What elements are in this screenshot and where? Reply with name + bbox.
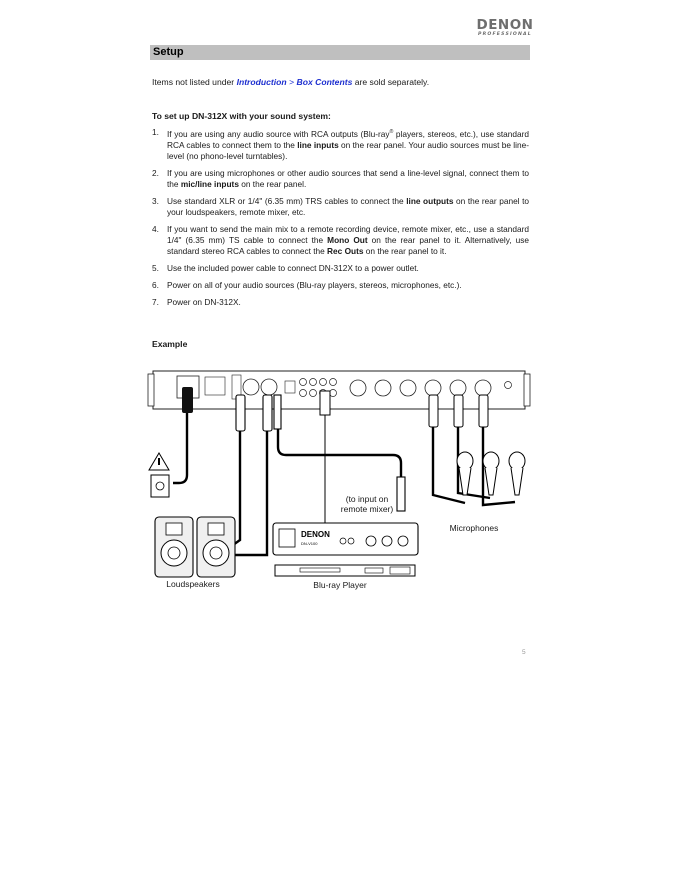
power-cable bbox=[173, 405, 187, 483]
rca-plug bbox=[320, 391, 330, 415]
step-1 bbox=[152, 127, 529, 162]
power-plug bbox=[182, 387, 193, 413]
remote-caption-line-2: remote mixer) bbox=[340, 504, 394, 514]
step-text: on the rear panel to it. Alternatively, use standard stereo RCA cables to connect the bbox=[167, 234, 529, 256]
step-text: on the rear panel. Your audio sources must be line-level (no phono-level turntables). bbox=[167, 139, 529, 161]
step-text: players, stereos, etc.), use standard RCA cables to connect them to the bbox=[167, 128, 529, 150]
line-inputs-term: line inputs bbox=[297, 139, 339, 150]
step-5 bbox=[152, 263, 529, 274]
step-text: Use standard XLR or 1/4" (6.35 mm) TRS cables to connect the bbox=[167, 195, 407, 206]
microphone-2 bbox=[483, 452, 499, 495]
bluray-caption: Blu-ray Player bbox=[313, 580, 367, 590]
connection-diagram bbox=[145, 365, 535, 600]
denon-logo bbox=[476, 18, 534, 38]
introduction-link[interactable]: Introduction bbox=[236, 77, 287, 87]
mono-out-cable bbox=[278, 429, 401, 480]
step-text: on the rear panel to it. bbox=[363, 245, 447, 256]
step-text: Power on DN-312X. bbox=[167, 296, 241, 307]
step-text: If you are using any audio source with RCA outputs (Blu-ray bbox=[167, 128, 390, 139]
setup-steps-list bbox=[152, 127, 529, 314]
loudspeaker-left bbox=[155, 517, 193, 577]
warning-sign bbox=[149, 453, 169, 470]
mic-plug-1 bbox=[429, 395, 438, 427]
mic-line-inputs-term: mic/line inputs bbox=[180, 178, 239, 189]
remote-caption-line-1: (to input on bbox=[345, 494, 389, 504]
power-outlet bbox=[151, 475, 169, 497]
step-text: Use the included power cable to connect DN-312X to a power outlet. bbox=[167, 262, 419, 273]
setup-subheading: To set up DN-312X with your sound system: bbox=[152, 111, 331, 121]
dn-312x-rear-panel bbox=[148, 371, 530, 409]
connection-diagram-svg bbox=[145, 365, 535, 600]
section-title: Setup bbox=[153, 46, 184, 58]
microphones-caption: Microphones bbox=[449, 523, 499, 533]
step-number: 5. bbox=[152, 262, 159, 273]
mono-out-term: Mono Out bbox=[327, 234, 368, 245]
section-header-bar bbox=[150, 45, 530, 60]
line-outputs-term: line outputs bbox=[406, 195, 454, 206]
step-text: on the rear panel. bbox=[238, 178, 307, 189]
xlr-plug-right bbox=[263, 395, 272, 431]
bluray-player bbox=[273, 523, 418, 576]
intro-text-after: are sold separately. bbox=[352, 77, 430, 87]
step-text: If you want to send the main mix to a remote recording device, remote mixer, etc., use a standard 1/4" (6.35 mm) TS cable to connect the bbox=[167, 223, 529, 245]
step-number: 1. bbox=[152, 127, 159, 137]
step-3 bbox=[152, 196, 529, 218]
step-text: on the rear panel to your loudspeakers, remote mixer, etc. bbox=[167, 195, 530, 217]
player-model: DN-V100 bbox=[301, 541, 318, 546]
microphone-1 bbox=[457, 452, 473, 495]
step-number: 2. bbox=[152, 167, 159, 178]
step-4 bbox=[152, 224, 529, 257]
step-number: 4. bbox=[152, 223, 159, 234]
step-6 bbox=[152, 280, 529, 291]
mic-plug-3 bbox=[479, 395, 488, 427]
box-contents-link[interactable]: Box Contents bbox=[296, 77, 353, 87]
remote-mixer-caption bbox=[335, 494, 399, 514]
breadcrumb-separator: > bbox=[286, 77, 297, 87]
intro-sentence bbox=[152, 77, 429, 87]
microphone-3 bbox=[509, 452, 525, 495]
intro-text-before: Items not listed under bbox=[152, 77, 237, 87]
step-number: 7. bbox=[152, 296, 159, 307]
step-number: 3. bbox=[152, 195, 159, 206]
logo-wordmark: DENON bbox=[476, 17, 534, 33]
loudspeaker-right bbox=[197, 517, 235, 577]
rec-outs-term: Rec Outs bbox=[327, 245, 364, 256]
logo-subtitle: PROFESSIONAL bbox=[478, 32, 532, 37]
step-2 bbox=[152, 168, 529, 190]
player-brand: DENON bbox=[301, 530, 330, 539]
step-number: 6. bbox=[152, 279, 159, 290]
page-number: 5 bbox=[522, 649, 526, 656]
mic-plug-2 bbox=[454, 395, 463, 427]
example-label: Example bbox=[152, 339, 188, 349]
registered-mark: ® bbox=[389, 129, 394, 135]
step-text: If you are using microphones or other audio sources that send a line-level signal, connect them to the bbox=[167, 167, 529, 189]
xlr-plug-left bbox=[236, 395, 245, 431]
mono-out-plug bbox=[274, 395, 281, 429]
step-text: Power on all of your audio sources (Blu-ray players, stereos, microphones, etc.). bbox=[167, 279, 462, 290]
step-7 bbox=[152, 297, 529, 308]
loudspeakers-caption: Loudspeakers bbox=[166, 579, 220, 589]
